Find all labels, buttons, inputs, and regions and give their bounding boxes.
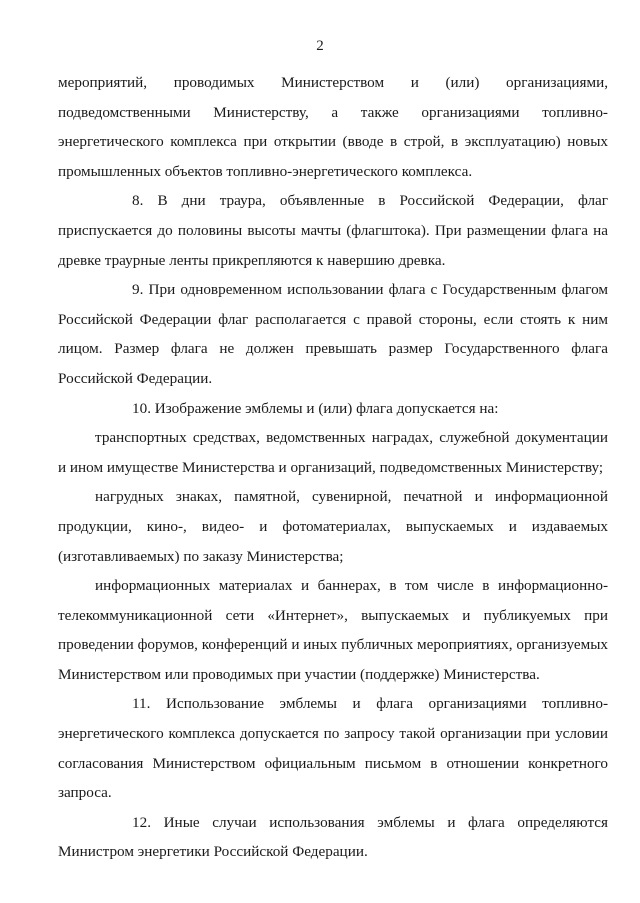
- paragraph-9: [58, 275, 608, 393]
- paragraph-10-item-materials: [58, 571, 608, 689]
- paragraph-number: 9.: [132, 281, 144, 299]
- paragraph-text: В дни траура, объявленные в Российской Федерации, флаг приспускается до половины высоты мачты (флагштока). При размещении флага на древке траурные ленты прикрепляются к навершию древка.: [58, 192, 609, 269]
- paragraph-10: [58, 394, 608, 424]
- page-number: 2: [316, 38, 324, 54]
- paragraph-number: 12.: [132, 813, 151, 831]
- paragraph-text: транспортных средствах, ведомственных наградах, служебной документации и ином имуществе Министерства и организаций, подведомственных Министерству;: [58, 429, 608, 476]
- paragraph-text: Изображение эмблемы и (или) флага допускается на:: [154, 399, 499, 417]
- paragraph-text: информационных материалах и баннерах, в том числе в информационно-телекоммуникационной сети «Интернет», выпускаемых и публикуемых при проведении форумов, конференций и иных публичных мероприятиях, организуемых Министерством или проводимых при участии (поддержке) Министерства.: [58, 577, 608, 683]
- paragraph-text: мероприятий, проводимых Министерством и (или) организациями, подведомственными Министерству, а также организациями топливно-энергетического комплекса при открытии (вводе в строй, в эксплуатацию) новых промышленных объектов топливно-энергетического комплекса.: [58, 74, 608, 180]
- document-body: [58, 68, 608, 867]
- paragraph-12: [58, 808, 608, 867]
- paragraph-11: [58, 689, 608, 807]
- paragraph-text: нагрудных знаках, памятной, сувенирной, печатной и информационной продукции, кино-, видео- и фотоматериалах, выпускаемых и издаваемых (изготавливаемых) по заказу Министерства;: [58, 488, 608, 565]
- paragraph-number: 10.: [132, 399, 151, 417]
- paragraph-8: [58, 186, 608, 275]
- paragraph-10-item-badges: [58, 482, 608, 571]
- paragraph-text: Использование эмблемы и флага организациями топливно-энергетического комплекса допускается по запросу такой организации при условии согласования Министерством официальным письмом в отношении конкретного запроса.: [58, 695, 608, 802]
- paragraph-text: Иные случаи использования эмблемы и флага определяются Министром энергетики Российской Федерации.: [58, 813, 608, 861]
- paragraph-continuation: [58, 68, 608, 186]
- paragraph-text: При одновременном использовании флага с Государственным флагом Российской Федерации флаг располагается с правой стороны, если стоять к ним лицом. Размер флага не должен превышать размер Государственного флага Российской Федерации.: [58, 281, 608, 387]
- paragraph-10-item-transport: [58, 423, 608, 482]
- paragraph-number: 11.: [132, 695, 151, 713]
- paragraph-number: 8.: [132, 192, 144, 210]
